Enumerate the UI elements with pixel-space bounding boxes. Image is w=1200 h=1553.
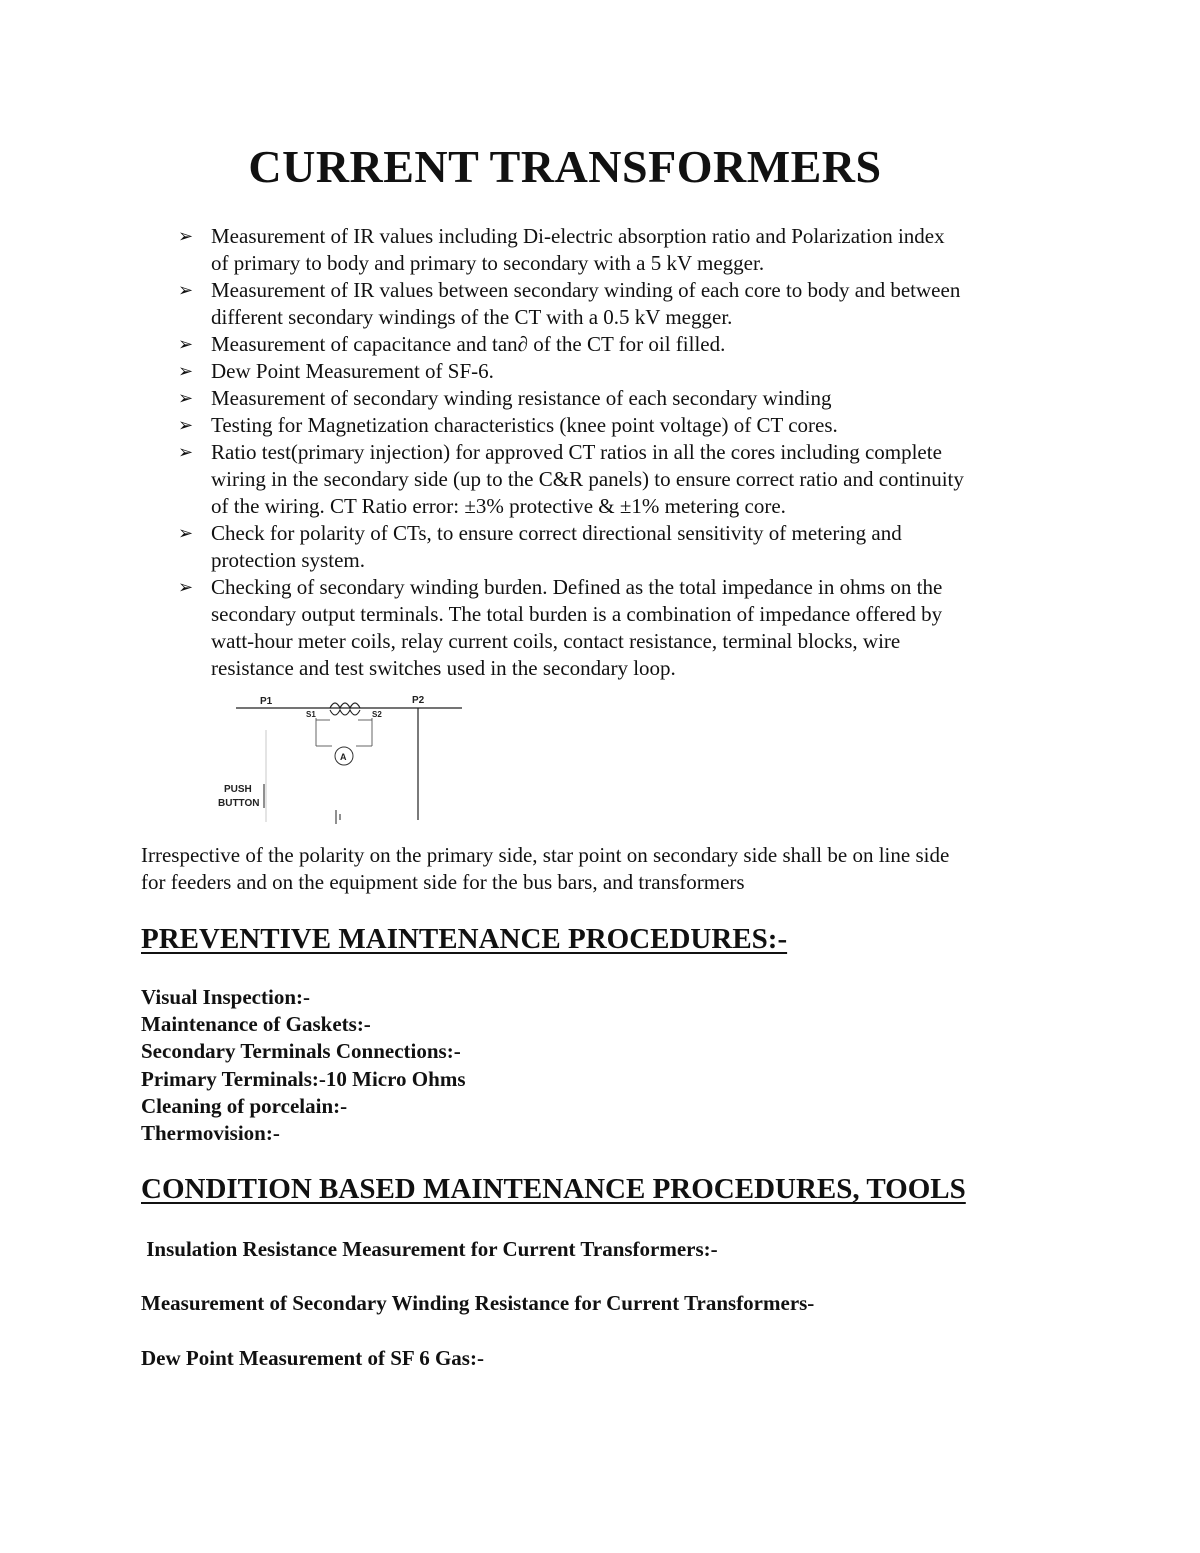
test-list-item-line: Dew Point Measurement of SF-6. bbox=[211, 359, 494, 383]
test-list-item bbox=[178, 412, 1078, 439]
arrow-bullet-icon: ➢ bbox=[178, 280, 194, 300]
diagram-s2-label: S2 bbox=[372, 710, 382, 719]
test-list bbox=[178, 223, 1078, 682]
condition-heading: CONDITION BASED MAINTENANCE PROCEDURES, TOOLS bbox=[141, 1173, 966, 1205]
test-list-item-line: Measurement of capacitance and tan∂ of the CT for oil filled. bbox=[211, 332, 726, 356]
test-list-item-line: of primary to body and primary to secondary with a 5 kV megger. bbox=[211, 251, 765, 275]
preventive-item: Secondary Terminals Connections:- bbox=[141, 1039, 461, 1064]
preventive-item: Cleaning of porcelain:- bbox=[141, 1093, 348, 1118]
test-list-item-line: wiring in the secondary side (up to the C&R panels) to ensure correct ratio and continuity bbox=[211, 467, 964, 491]
arrow-bullet-icon: ➢ bbox=[178, 226, 194, 246]
test-list-item bbox=[178, 574, 1078, 682]
preventive-item: Primary Terminals:-10 Micro Ohms bbox=[141, 1066, 466, 1091]
test-list-item-line: Measurement of secondary winding resistance of each secondary winding bbox=[211, 386, 832, 410]
arrow-bullet-icon: ➢ bbox=[178, 523, 194, 543]
diagram-ammeter-label: A bbox=[340, 752, 347, 762]
test-list-item bbox=[178, 331, 1078, 358]
preventive-item: Thermovision:- bbox=[141, 1121, 280, 1146]
test-list-item-line: Checking of secondary winding burden. Defined as the total impedance in ohms on the bbox=[211, 575, 943, 599]
test-list-item bbox=[178, 223, 1078, 277]
arrow-bullet-icon: ➢ bbox=[178, 577, 194, 597]
preventive-heading: PREVENTIVE MAINTENANCE PROCEDURES:- bbox=[141, 923, 788, 955]
test-list-item bbox=[178, 439, 1078, 520]
polarity-note bbox=[141, 842, 1071, 896]
arrow-bullet-icon: ➢ bbox=[178, 442, 194, 462]
test-list-item-line: Measurement of IR values including Di-electric absorption ratio and Polarization index bbox=[211, 224, 945, 248]
diagram-p1-label: P1 bbox=[260, 696, 273, 707]
page-title: CURRENT TRANSFORMERS bbox=[248, 141, 882, 192]
test-list-item bbox=[178, 358, 1078, 385]
arrow-bullet-icon: ➢ bbox=[178, 415, 194, 435]
winding-resistance-line: Measurement of Secondary Winding Resistance for Current Transformers- bbox=[141, 1291, 815, 1315]
test-list-item-line: protection system. bbox=[211, 548, 365, 572]
preventive-item: Maintenance of Gaskets:- bbox=[141, 1012, 371, 1037]
ir-measurement-line: Insulation Resistance Measurement for Current Transformers:- bbox=[141, 1237, 718, 1261]
test-list-item-line: different secondary windings of the CT with a 0.5 kV megger. bbox=[211, 305, 733, 329]
test-list-item-line: Measurement of IR values between secondary winding of each core to body and between bbox=[211, 278, 961, 302]
test-list-item-line: of the wiring. CT Ratio error: ±3% protective & ±1% metering core. bbox=[211, 494, 786, 518]
dew-point-line: Dew Point Measurement of SF 6 Gas:- bbox=[141, 1346, 484, 1370]
test-list-item-line: Check for polarity of CTs, to ensure correct directional sensitivity of metering and bbox=[211, 521, 902, 545]
diagram-push-label: PUSH bbox=[224, 784, 252, 795]
arrow-bullet-icon: ➢ bbox=[178, 334, 194, 354]
preventive-item: Visual Inspection:- bbox=[141, 985, 310, 1009]
diagram-p2-label: P2 bbox=[412, 695, 425, 706]
diagram-s1-label: S1 bbox=[306, 710, 316, 719]
test-list-item-line: Testing for Magnetization characteristics (knee point voltage) of CT cores. bbox=[211, 413, 838, 437]
diagram-button-label: BUTTON bbox=[218, 798, 260, 809]
test-list-item-line: secondary output terminals. The total burden is a combination of impedance offered by bbox=[211, 602, 943, 626]
arrow-bullet-icon: ➢ bbox=[178, 388, 194, 408]
polarity-note-line-1: Irrespective of the polarity on the primary side, star point on secondary side shall be on line side bbox=[141, 843, 950, 867]
test-list-item bbox=[178, 385, 1078, 412]
preventive-list bbox=[141, 984, 466, 1147]
test-list-item-line: Ratio test(primary injection) for approved CT ratios in all the cores including complete bbox=[211, 440, 942, 464]
ct-polarity-diagram bbox=[212, 690, 474, 830]
test-list-item-line: resistance and test switches used in the secondary loop. bbox=[211, 656, 676, 680]
test-list-item bbox=[178, 277, 1078, 331]
arrow-bullet-icon: ➢ bbox=[178, 361, 194, 381]
test-list-item bbox=[178, 520, 1078, 574]
test-list-item-line: watt-hour meter coils, relay current coils, contact resistance, terminal blocks, wire bbox=[211, 629, 901, 653]
polarity-note-line-2: for feeders and on the equipment side for the bus bars, and transformers bbox=[141, 870, 745, 894]
